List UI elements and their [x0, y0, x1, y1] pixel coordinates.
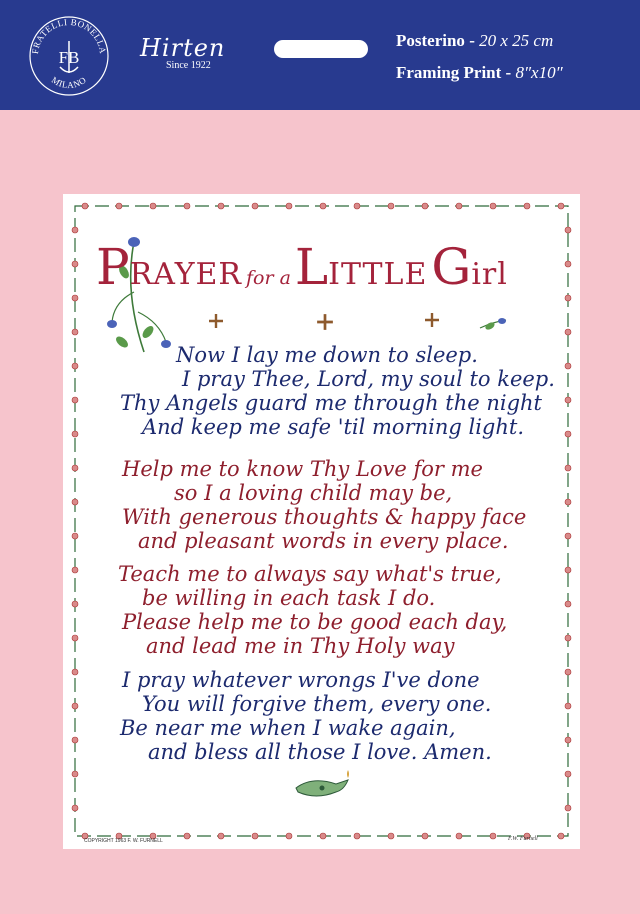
rose-bud-icon: [184, 833, 190, 839]
title-ittle: ITTLE: [328, 257, 428, 292]
rose-bud-icon: [354, 833, 360, 839]
verse-line: Be near me when I wake again,: [120, 716, 456, 740]
rose-bud-icon: [565, 329, 571, 335]
rose-bud-icon: [320, 203, 326, 209]
verse-2: [80, 457, 564, 553]
rose-bud-icon: [150, 203, 156, 209]
size-line-framing-print: [396, 57, 563, 89]
rose-bud-icon: [116, 203, 122, 209]
rose-bud-icon: [252, 833, 258, 839]
verse-line: And keep me safe 'til morning light.: [142, 415, 525, 439]
rose-bud-icon: [565, 295, 571, 301]
print-title: [96, 238, 556, 298]
size-dim: 20 x 25 cm: [479, 31, 554, 50]
rose-bud-icon: [565, 533, 571, 539]
verse-line: and lead me in Thy Holy way: [146, 634, 455, 658]
rose-bud-icon: [565, 397, 571, 403]
verse-1: [80, 343, 564, 439]
rose-bud-icon: [388, 833, 394, 839]
rose-bud-icon: [72, 533, 78, 539]
verse-3: [80, 562, 564, 658]
seal-monogram: FB: [58, 48, 80, 67]
rose-bud-icon: [456, 833, 462, 839]
rose-bud-icon: [565, 465, 571, 471]
verse-line: Help me to know Thy Love for me: [122, 457, 483, 481]
cross-icon: [316, 313, 334, 331]
rose-bud-icon: [565, 737, 571, 743]
rose-bud-icon: [72, 567, 78, 573]
rose-bud-icon: [72, 397, 78, 403]
rose-bud-icon: [565, 499, 571, 505]
flower-sprig-icon: [478, 316, 508, 334]
rose-bud-icon: [72, 601, 78, 607]
rose-bud-icon: [218, 203, 224, 209]
size-dim: 8″x10″: [515, 63, 563, 82]
rose-bud-icon: [72, 737, 78, 743]
rose-bud-icon: [72, 499, 78, 505]
verse-line: so I a loving child may be,: [174, 481, 453, 505]
title-for-a: for a: [246, 267, 291, 289]
rose-bud-icon: [490, 833, 496, 839]
title-l: L: [294, 238, 329, 296]
rose-bud-icon: [565, 261, 571, 267]
size-label: Framing Print: [396, 63, 502, 82]
rose-bud-icon: [354, 203, 360, 209]
rose-bud-icon: [565, 363, 571, 369]
rose-bud-icon: [565, 431, 571, 437]
rose-bud-icon: [565, 805, 571, 811]
rose-bud-icon: [565, 601, 571, 607]
rose-bud-icon: [558, 833, 564, 839]
hirten-name: Hirten: [140, 34, 226, 62]
rose-bud-icon: [72, 635, 78, 641]
rose-bud-icon: [252, 203, 258, 209]
rose-bud-icon: [72, 703, 78, 709]
fratelli-bonella-seal-logo: [28, 15, 110, 97]
rose-bud-icon: [286, 833, 292, 839]
rose-bud-icon: [422, 203, 428, 209]
seal-top-text: FRATELLI BONELLA: [30, 16, 109, 55]
seal-bottom-text: MILANO: [49, 74, 89, 91]
verse-line: You will forgive them, every one.: [142, 692, 492, 716]
rose-bud-icon: [286, 203, 292, 209]
cross-icon: [208, 313, 224, 329]
artist-signature: F.W. Furnell: [508, 836, 538, 842]
svg-text:MILANO: [50, 75, 88, 90]
size-info: [396, 25, 563, 89]
rose-bud-icon: [72, 669, 78, 675]
size-label: Posterino: [396, 31, 465, 50]
rose-bud-icon: [184, 203, 190, 209]
rose-bud-icon: [524, 203, 530, 209]
size-sep: -: [501, 63, 516, 82]
verse-line: Please help me to be good each day,: [122, 610, 508, 634]
title-p: P: [96, 238, 130, 296]
cross-icon: [424, 312, 440, 328]
rose-bud-icon: [72, 771, 78, 777]
rose-bud-icon: [72, 295, 78, 301]
package-header: [0, 0, 640, 110]
verse-line: Teach me to always say what's true,: [118, 562, 502, 586]
title-irl: irl: [471, 257, 508, 292]
title-g: G: [431, 238, 472, 296]
rose-bud-icon: [218, 833, 224, 839]
rose-bud-icon: [565, 635, 571, 641]
rose-bud-icon: [490, 203, 496, 209]
verse-line: Now I lay me down to sleep.: [176, 343, 478, 367]
rose-bud-icon: [320, 833, 326, 839]
rose-bud-icon: [422, 833, 428, 839]
rose-bud-icon: [72, 465, 78, 471]
copyright-text: COPYRIGHT 1963 F. W. FURNELL: [84, 838, 163, 844]
rose-bud-icon: [72, 227, 78, 233]
verse-4: [80, 668, 564, 764]
oil-lamp-icon: [292, 768, 352, 802]
verse-line: and bless all those I love. Amen.: [148, 740, 492, 764]
rose-bud-icon: [72, 329, 78, 335]
size-sep: -: [464, 31, 480, 50]
rose-bud-icon: [72, 363, 78, 369]
rose-bud-icon: [388, 203, 394, 209]
rose-bud-icon: [558, 203, 564, 209]
rose-bud-icon: [72, 261, 78, 267]
rose-bud-icon: [565, 703, 571, 709]
hanging-hole: [274, 40, 368, 58]
hirten-since: Since 1922: [166, 60, 211, 71]
rose-bud-icon: [82, 203, 88, 209]
verse-line: With generous thoughts & happy face: [122, 505, 527, 529]
rose-bud-icon: [565, 771, 571, 777]
verse-line: and pleasant words in every place.: [138, 529, 509, 553]
rose-bud-icon: [565, 669, 571, 675]
verse-line: Thy Angels guard me through the night: [120, 391, 542, 415]
rose-bud-icon: [456, 203, 462, 209]
rose-bud-icon: [72, 805, 78, 811]
title-rayer: RAYER: [129, 257, 242, 292]
verse-line: I pray whatever wrongs I've done: [122, 668, 480, 692]
hirten-logo: [140, 36, 250, 71]
rose-bud-icon: [565, 567, 571, 573]
rose-bud-icon: [72, 431, 78, 437]
rose-bud-icon: [565, 227, 571, 233]
size-line-posterino: [396, 25, 563, 57]
verse-line: I pray Thee, Lord, my soul to keep.: [182, 367, 555, 391]
verse-line: be willing in each task I do.: [142, 586, 436, 610]
